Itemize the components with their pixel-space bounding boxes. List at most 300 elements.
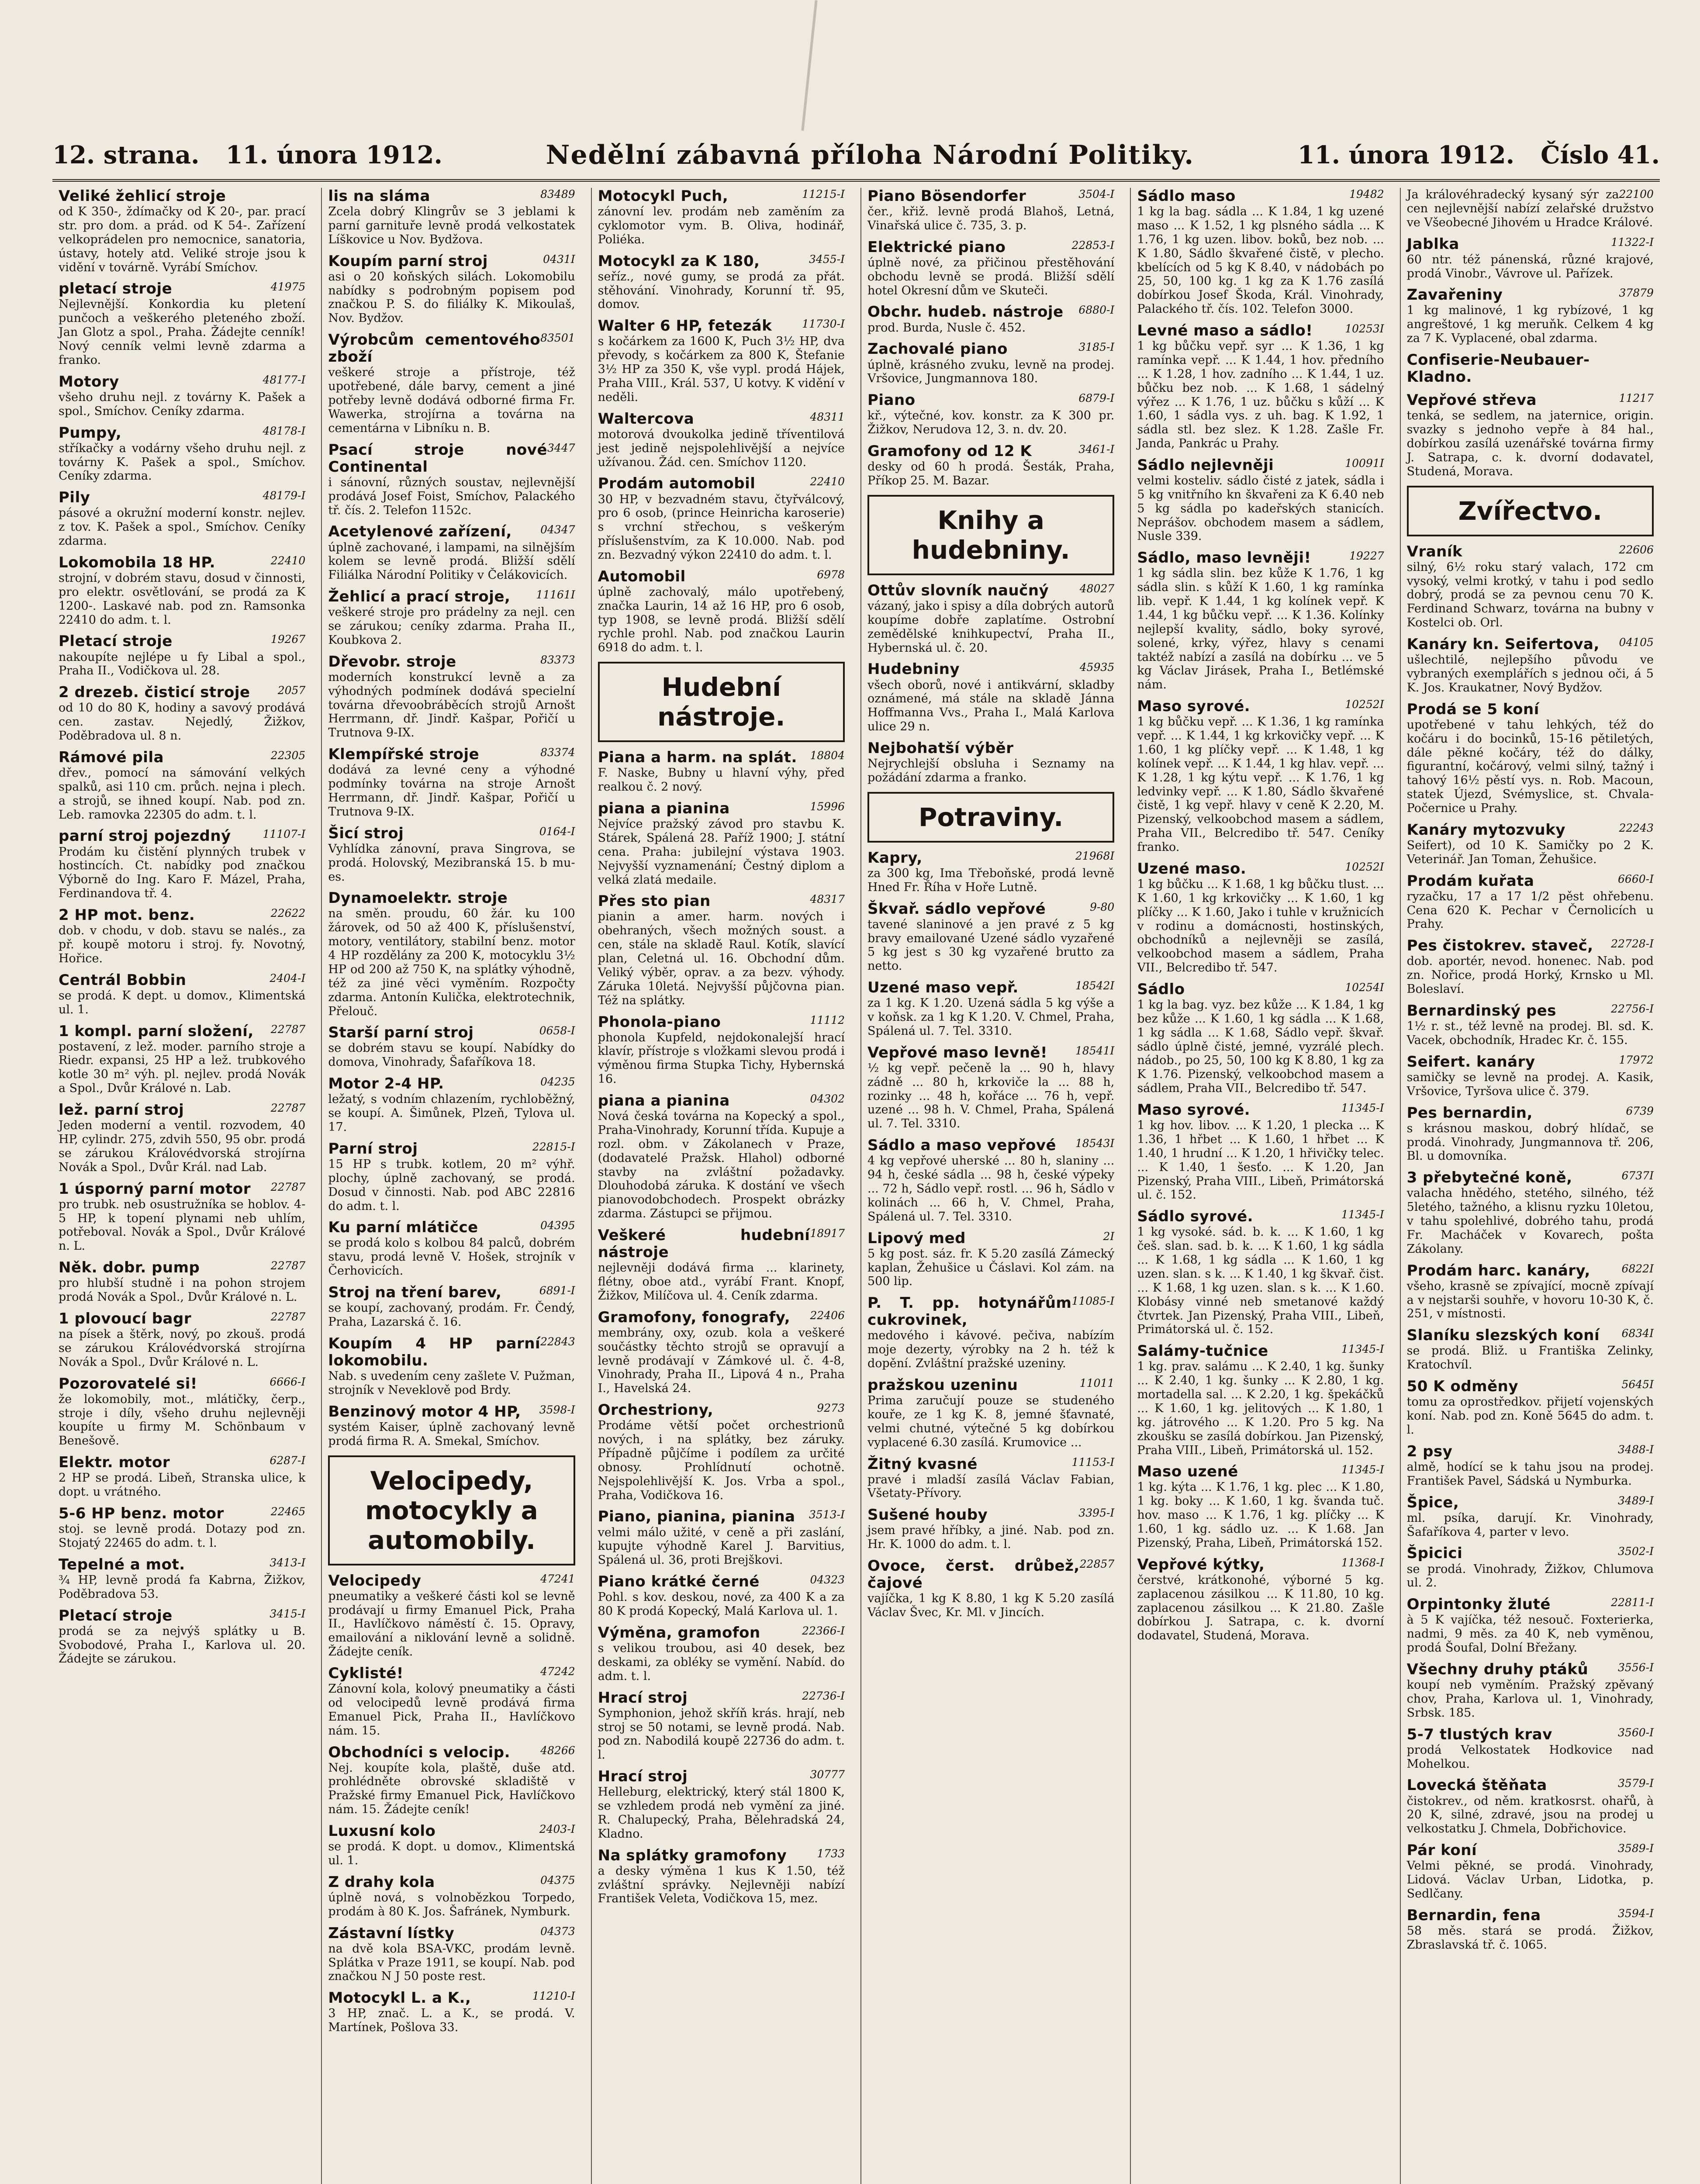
ad-body: Nová česká továrna na Kopecký a spol., Praha-Vinohrady, Korunní třída. Kupuje a rozl. obm. v Zákolanech v Praze, (dodavatelé Pražsk. Hlahol) odborné stavby na zvláštní požadavky. Dlouhodobá záruka. K dostání ve všech pianovodobchodech. Prospekt obrázky zdarma. Zástupci se přijmou. (598, 1109, 845, 1221)
classified-ad (59, 907, 305, 966)
ad-headline (59, 1505, 305, 1522)
ad-code: 17972 (1619, 1053, 1654, 1066)
ad-headline (328, 188, 575, 205)
classified-ad (1407, 1661, 1654, 1720)
ad-body: pneumatiky a veškeré části kol se levně prodávají u firmy Emanuel Pick, Praha II., Havlíčkovo náměstí č. 15. Opravy, emailování a niklování levně a solidně. Žádejte ceník. (328, 1589, 575, 1659)
classified-ad (328, 1284, 575, 1329)
ad-body: za 300 kg, Ima Třeboňské, prodá levně Hned Fr. Říha v Hoře Lutně. (867, 866, 1115, 894)
ad-body: s velikou troubou, asi 40 desek, bez deskami, za obléky se vymění. Nabíd. do adm. t. l. (598, 1641, 845, 1683)
ad-headline-text: Zachovalé piano (867, 340, 1008, 358)
ad-body: za 1 kg. K 1.20. Uzená sádla 5 kg výše a v koňsk. za 1 kg K 1.20. V. Chmel, Praha, Spálená ul. 7. Tel. 3310. (867, 996, 1115, 1038)
ad-headline-text: Sádlo syrové. (1137, 1208, 1254, 1226)
ad-body: 1 kg vysoké. sád. b. k. ... K 1.60, 1 kg češ. slan. sad. b. k. ... K 1.60, 1 kg sádla ... K 1.68, 1 kg sádla ... K 1.60, 1 kg uzen. slan. s k. ... K 1.40, 1 kg škvař. čist. ... K 1.68, 1 kg uzen. slan. s k. ... K 1.60. Klobásy vinné neb smetanové každý čtvrtek. Jan Pizenský, Praha VIII., Libeň, Primátorská ul. č. 152. (1137, 1225, 1384, 1337)
ad-headline-text: Piano, pianina, pianina (598, 1508, 795, 1526)
classified-ad (328, 588, 575, 647)
ad-body: 5 kg post. sáz. fr. K 5.20 zasílá Zámecký kaplan, Žehušice u Čáslavi. Kol zám. na 500 lip. (867, 1247, 1115, 1289)
ad-headline-text: Nejbohatší výběr (867, 739, 1014, 757)
ad-body: a desky výměna 1 kus K 1.50, též zvláštní správky. Nejlevněji nabízí František Veleta, Vodičkova 15, mez. (598, 1864, 845, 1906)
ad-body: Nejrychlejší obsluha i Seznamy na požádání zdarma a franko. (867, 757, 1115, 784)
classified-ad (59, 280, 305, 367)
classified-ad (1137, 860, 1384, 975)
ad-body: dob. aportér, nevod. honenec. Nab. pod zn. Nořice, prodá Horký, Krnsko u Ml. Boleslaví. (1406, 954, 1654, 996)
classified-ad (1407, 1777, 1654, 1836)
classified-ad (328, 890, 575, 1018)
ad-code: 2057 (277, 684, 306, 697)
column-4 (860, 188, 1120, 2184)
classified-ad (867, 1456, 1114, 1501)
ad-body: na dvě kola BSA-VKC, prodám levně. Splátka v Praze 1911, se koupí. Nab. pod značkou N J 50 poste rest. (328, 1942, 575, 1984)
ad-headline-text: Sádlo (1137, 980, 1185, 998)
ad-code: 19227 (1349, 549, 1384, 563)
ad-code: 22787 (270, 1102, 306, 1115)
ad-headline-text: Orchestriony, (598, 1401, 714, 1419)
ad-headline-text: 1 úsporný parní motor (59, 1180, 251, 1198)
ad-headline (867, 304, 1114, 321)
ad-code: 19482 (1349, 188, 1384, 200)
ad-headline-text: Dřevobr. stroje (328, 653, 456, 670)
classified-ad (598, 1690, 845, 1762)
ad-headline-text: Starší parní stroj (328, 1024, 474, 1042)
ad-body: 1 kg. kýta ... K 1.76, 1 kg. plec ... K 1.80, 1 kg. boky ... K 1.60, 1 kg. švanda tuč. hov. maso ... K 1.76, 1 kg. plíčky ... K 1.60, 1 kg. sádlo uz. ... K 1.68. Jan Pizenský, Praha, Libeň, Primátorská 152. (1137, 1480, 1384, 1550)
ad-code: 22857 (1079, 1558, 1115, 1571)
ad-body: seříz., nové gumy, se prodá za přát. stěhování. Vinohrady, Korunní tř. 95, domov. (598, 270, 845, 311)
classified-ad (1137, 322, 1384, 451)
ad-body: pásové a okružní moderní konstr. nejlev. z tov. K. Pašek a spol., Smíchov. Ceníky zdarma. (59, 506, 306, 548)
classified-ad (1407, 287, 1654, 346)
ad-headline (867, 1377, 1114, 1394)
classified-ad (328, 442, 575, 518)
ad-headline-text: Zástavní lístky (328, 1924, 455, 1942)
ad-body: 30 HP, v bezvadném stavu, čtyřválcový, pro 6 osob, (prince Heinricha karoserie) s vrchní střechou, s veškerým příslušenstvím, za K 10.000. Nab. pod zn. Bezvadný výkon 22410 do adm. t. l. (598, 492, 845, 562)
ad-code: 5645I (1621, 1378, 1654, 1391)
ad-headline (867, 740, 1114, 757)
ad-headline-text: piana a pianina (598, 800, 730, 817)
ad-code: 48311 (810, 410, 845, 423)
ad-code: 2I (1103, 1230, 1115, 1243)
classified-ad (59, 633, 305, 678)
ad-body: almě, hodící se k tahu jsou na prodej. František Pavel, Sádská u Nymburka. (1406, 1460, 1654, 1488)
ad-headline-text: Sádlo nejlevněji (1137, 456, 1274, 474)
classified-ad (328, 1744, 575, 1817)
ad-headline-text: Tepelné a mot. (59, 1555, 185, 1573)
ad-headline-text: lis na sláma (328, 188, 430, 205)
ad-body: se prodá. K dopt. u domov., Klimentská ul. 1. (328, 1840, 575, 1867)
ad-headline (328, 1024, 575, 1041)
classified-ad (328, 653, 575, 740)
classified-ad (598, 893, 845, 1007)
ad-body: 1 kg bůčku ... K 1.68, 1 kg bůčku tlust. ... K 1.60, 1 kg krkovičky ... K 1.60, 1 kg plíčky ... K 1.60, Jako i tuhle v kružnicích v rodinu a domácnosti, hostinských, obchodníků a nejlevněji se zasílá, velkoobchod masem a sádlem, Praha VII., Belcredibo tř. 547. (1137, 877, 1384, 975)
ad-code: 6737I (1621, 1169, 1654, 1182)
classified-ad (598, 1768, 845, 1841)
ad-code: 11368-I (1341, 1556, 1384, 1569)
ad-headline (1407, 822, 1654, 839)
ad-headline-text: Žehlicí a prací stroje, (328, 588, 511, 606)
classified-ad (328, 1024, 575, 1069)
ad-body: se prodá kolo s kolbou 84 palců, dobrém stavu, prodá levně V. Hošek, strojník v Čerhovicích. (328, 1236, 575, 1278)
ad-headline-text: Luxusní kolo (328, 1822, 436, 1840)
classified-ad (59, 489, 305, 548)
ad-code: 11153-I (1071, 1455, 1115, 1469)
ad-headline (867, 341, 1114, 358)
ad-code: 83373 (540, 653, 575, 666)
classified-ad (1137, 1102, 1384, 1202)
ad-headline-text: Acetylenové zařízení, (328, 523, 512, 541)
ad-headline-text: Dynamoelektr. stroje (328, 889, 508, 907)
ad-headline-text: Benzinový motor 4 HP, (328, 1403, 521, 1420)
ad-body: Zánovní kola, kolový pneumatiky a části od velocipedů levně prodává firma Emanuel Pick, Praha II., Havlíčkovo nám. 15. (328, 1682, 575, 1738)
ad-body: 1 kg bůčku vepř. syr ... K 1.36, 1 kg ramínka vepř. ... K 1.44, 1 hov. předního ... K 1.28, 1 hov. zadního ... K 1.44, 1 uz. bůčku bez nob. ... K 1.68, 1 sádelný výřez ... K 1.76, 1 uz. bůčku s kůží ... K 1.60, 1 sádla vys. z uh. bag. K 1.92, 1 sádla stl. bez slez. K 1.28. Zašle Fr. Janda, Pankrác u Prahy. (1137, 339, 1384, 451)
ad-headline (1407, 1842, 1654, 1859)
ad-body: ¾ HP, levně prodá fa Kabrna, Žižkov, Poděbradova 53. (59, 1573, 306, 1601)
ad-code: 22787 (270, 1259, 306, 1272)
ad-headline-text: Motory (59, 373, 119, 390)
classified-ad (867, 582, 1114, 655)
ad-code: 11345-I (1341, 1102, 1384, 1115)
classified-ad (59, 972, 305, 1017)
classified-ad (1407, 1545, 1654, 1590)
ad-code: 3413-I (270, 1556, 306, 1569)
ad-headline-text: pražskou uzeninu (867, 1376, 1018, 1394)
ad-headline (59, 1259, 305, 1276)
ad-code: 47241 (540, 1572, 575, 1585)
classified-ad (328, 1665, 575, 1738)
ad-headline-text: Šicí stroj (328, 824, 404, 842)
ad-body: ½ kg vepř. pečeně la ... 90 h, hlavy zádně ... 80 h, krkoviče la ... 88 h, rozinky ... 48 h, kořáce ... 76 h, vepř. uzené ... 98 h. V. Chmel, Praha, Spálená ul. 7. Tel. 3310. (867, 1061, 1115, 1131)
classified-ad (867, 239, 1114, 298)
section-heading: Hudební nástroje. (598, 662, 845, 742)
ad-body: tavené slaninové a jen pravé z 5 kg bravy emailované Uzené sádlo vyzařené 5 kg jest s 30 kg vyzařené brutto za netto. (867, 917, 1115, 973)
classified-ad (59, 1505, 305, 1550)
ad-headline-text: Zavařeniny (1406, 286, 1503, 304)
ad-headline-text: Bernardinský pes (1406, 1002, 1556, 1019)
classified-ad (1407, 543, 1654, 630)
ad-headline (328, 1335, 575, 1369)
ad-body: desky od 60 h prodá. Šesták, Praha, Příkop 25. M. Bazar. (867, 460, 1115, 488)
ad-body: valacha hnědého, stetého, silného, též 5letého, tažného, a klisnu ryzku 10letou, v tahu spolehlivé, dobrého tahu, prodá Fr. Macháček v Kovarech, pošta Zákolany. (1406, 1186, 1654, 1256)
ad-code: 04302 (810, 1092, 845, 1106)
ad-code: 3502-I (1618, 1545, 1654, 1558)
ad-headline-text: Kanáry kn. Seifertova, (1406, 636, 1600, 653)
ad-headline (867, 901, 1114, 918)
ad-body: motorová dvoukolka jedině tříventilová jest jedině nejspolehlivější a nejvíce užívanou. Žád. cen. Smíchov 1120. (598, 427, 845, 469)
ad-code: 18917 (810, 1227, 845, 1240)
ad-code: 10252I (1345, 860, 1384, 873)
classified-ad (867, 850, 1114, 895)
ad-headline-text: Elektr. motor (59, 1454, 170, 1472)
classified-ad (1407, 392, 1654, 478)
ad-headline-text: Žitný kvasné (867, 1455, 978, 1473)
header-left (52, 141, 442, 169)
classified-ad (1407, 1105, 1654, 1164)
ad-body: nakoupíte nejlépe u fy Libal a spol., Praha II., Vodičkova ul. 28. (59, 650, 306, 678)
ad-headline-text: 1 kompl. parní složení, (59, 1022, 254, 1040)
ad-headline (867, 1230, 1114, 1247)
ad-code: 18804 (810, 749, 845, 762)
issue-number: Číslo 41. (1541, 141, 1660, 169)
page-number: 12. strana. (52, 141, 200, 169)
ad-headline (598, 1227, 845, 1261)
ad-code: 83489 (540, 188, 575, 200)
classified-ad (328, 332, 575, 435)
classified-ad (59, 1310, 305, 1369)
ad-body: 1 kg la bag. sádla ... K 1.84, 1 kg uzené maso ... K 1.52, 1 kg plsného sádla ... K 1.76, 1 kg uzen. libov. boků, bez nob. ... K 1.80, Sádlo škvařené čistě, v plecho. kbelících od 5 kg K 8.40, v nádobách po 25, 50, 100 kg. 1 kg za K 1.76 zasílá dobírkou Josef Škoda, Král. Vinohrady, Palackého tř. čís. 102. Telefon 3000. (1137, 205, 1384, 316)
ad-headline-text: Lokomobila 18 HP. (59, 553, 215, 571)
ad-headline-text: Sádlo, maso levněji! (1137, 549, 1311, 567)
classified-ad (328, 1335, 575, 1397)
ad-headline-text: Psací stroje nové Continental (328, 441, 548, 476)
ad-headline (598, 411, 845, 428)
classified-ad (1137, 698, 1384, 854)
ad-headline-text: Kanáry mytozvuky (1406, 821, 1565, 839)
classified-ad (1137, 1556, 1384, 1643)
ad-headline-text: Klempířské stroje (328, 746, 480, 764)
ad-code: 10253I (1345, 322, 1384, 335)
ad-headline-text: lež. parní stroj (59, 1101, 184, 1119)
ad-code: 6822I (1621, 1262, 1654, 1275)
ad-headline (1137, 549, 1384, 567)
ad-headline (328, 825, 575, 842)
ad-code: 3589-I (1618, 1842, 1654, 1855)
ad-code: 18541I (1075, 1044, 1115, 1057)
ad-headline-text: Něk. dobr. pump (59, 1259, 200, 1277)
ad-code: 11345-I (1341, 1208, 1384, 1221)
ad-code: 10254I (1345, 981, 1384, 994)
classified-ad (867, 443, 1114, 488)
ad-code: 3415-I (270, 1607, 306, 1620)
ad-headline-text: Špice, (1406, 1493, 1459, 1511)
ad-headline (59, 1454, 305, 1471)
ad-code: 04395 (540, 1219, 575, 1232)
ad-code: 22622 (270, 907, 306, 920)
ad-code: 04323 (810, 1573, 845, 1586)
ad-headline-text: Walter 6 HP, fetezák (598, 317, 772, 335)
classified-ad (598, 568, 845, 655)
ad-code: 3594-I (1618, 1907, 1654, 1920)
ad-body: Vyhlídka zánovní, prava Singrova, se prodá. Holovský, Mezibranská 15. b mu-es. (328, 842, 575, 884)
ad-code: 11217 (1619, 392, 1654, 405)
ad-headline (328, 1219, 575, 1236)
ad-body: 4 kg vepřové uherské ... 80 h, slaniny ... 94 h, české sádla ... 98 h, české výpeky ... 72 h, Sádlo vepř. rostl. ... 96 h, Sádlo v kolinách ... 66 h, V. Chmel, Praha, Spálená ul. 7. Tel. 3310. (867, 1154, 1115, 1223)
ad-headline-text: Motocykl Puch, (598, 188, 729, 205)
classified-ad (1407, 1596, 1654, 1655)
ad-headline (59, 1556, 305, 1573)
ad-body: samičky se levně na prodej. A. Kasik, Vršovice, Tyršova ulice č. 379. (1406, 1070, 1654, 1098)
ad-headline-text: Maso uzené (1137, 1463, 1238, 1481)
header-right (1298, 141, 1660, 169)
ad-headline (328, 890, 575, 907)
ad-code: 41975 (270, 280, 306, 294)
ad-headline-text: Piano (867, 391, 916, 409)
column-1 (52, 188, 311, 2184)
ad-headline (328, 332, 575, 366)
ad-headline-text: Hrací stroj (598, 1689, 688, 1707)
ad-headline-text: Phonola-piano (598, 1013, 721, 1031)
ad-code: 22406 (810, 1309, 845, 1322)
ad-headline (59, 749, 305, 766)
ad-code: 48179-I (263, 489, 306, 502)
publication-title: Nedělní zábavná příloha Národní Politiky. (546, 140, 1195, 170)
ad-code: 45935 (1079, 661, 1115, 674)
ad-code: 6891-I (539, 1284, 575, 1297)
ad-code: 04347 (540, 523, 575, 536)
ad-headline-text: Elektrické piano (867, 238, 1006, 256)
ad-headline-text: Škvař. sádlo vepřové (867, 900, 1046, 918)
classified-ad (59, 1454, 305, 1499)
ad-headline-text: Rámové pila (59, 748, 164, 766)
classified-ad (598, 253, 845, 312)
ad-code: 48177-I (263, 373, 306, 386)
ad-headline (1407, 1443, 1654, 1460)
ad-code: 15996 (810, 800, 845, 813)
ad-headline (328, 523, 575, 540)
ad-code: 22243 (1619, 821, 1654, 834)
ad-headline (59, 1181, 305, 1198)
ad-headline-text: Pily (59, 489, 90, 507)
ad-code: 9273 (817, 1402, 845, 1415)
ad-code: 48178-I (263, 424, 306, 437)
ad-headline-text: Koupím parní stroj (328, 252, 488, 270)
ad-body: Seifert), od 10 K. Samičky po 2 K. Veterinář. Jan Toman, Žehušice. (1406, 838, 1654, 866)
ad-headline (328, 1572, 575, 1590)
ad-body: pro hlubší studně i na pohon strojem prodá Novák a Spol., Dvůr Králové n. L. (59, 1276, 306, 1304)
ad-code: 04375 (540, 1873, 575, 1887)
ad-headline-text: Motor 2-4 HP. (328, 1075, 444, 1093)
ad-headline (598, 1573, 845, 1590)
ad-body: Nejlevnější. Konkordia ku pletení punčoch a veškerého pleteného zboží. Jan Glotz a spol., Praha. Žádejte cenník! Nový cenník velmi levně zdarma a franko. (59, 297, 306, 367)
ad-headline-text: Motocykl L. a K., (328, 1989, 471, 2007)
classified-ad (59, 684, 305, 743)
ad-body: se prodá. K dept. u domov., Klimentská ul. 1. (59, 988, 306, 1016)
ad-headline (1407, 1661, 1654, 1678)
column-2 (321, 188, 581, 2184)
ad-headline-text: Ottův slovník naučný (867, 581, 1049, 599)
ad-body: 1 kg bůčku vepř. ... K 1.36, 1 kg ramínka vepř. ... K 1.44, 1 kg krkovičky vepř. ... K 1.60, 1 kg plíčky vepř. ... K 1.48, 1 kg kolínek vepř. ... K 1.44, 1 kg hlav. vepř. ... K 1.28, 1 kg kýtu vepř. ... K 1.76, 1 kg ledvinky vepř. ... K 1.80, Sádlo škvařené čistě, 1 kg vepř. hlavy v ceně K 2.20, M. Pizenský, velkoobchod masem a sádlem, Praha VII., Belcredibo tř. 547. Ceníky franko. (1137, 715, 1384, 854)
classified-ad (598, 1402, 845, 1502)
ad-headline (1407, 873, 1654, 890)
ad-code: 11107-I (263, 828, 306, 841)
ad-headline (59, 633, 305, 650)
ad-headline-text: Prodám kuřata (1406, 872, 1534, 890)
classified-ad (1137, 1463, 1384, 1550)
ad-headline (328, 746, 575, 763)
classified-ad (59, 188, 305, 274)
classified-ad (59, 749, 305, 822)
ad-headline (867, 392, 1114, 409)
ad-headline-text: Sušené houby (867, 1506, 988, 1524)
ad-headline-text: Bernardin, fena (1406, 1906, 1541, 1924)
ad-body: F. Naske, Bubny u hlavní výhy, před realkou č. 2 nový. (598, 766, 845, 794)
ad-headline (1407, 1262, 1654, 1279)
classified-ad (598, 188, 845, 247)
ad-code: 48317 (810, 893, 845, 906)
classified-ad (328, 1140, 575, 1213)
ad-headline (59, 280, 305, 297)
ad-headline-text: Všechny druhy ptáků (1406, 1660, 1589, 1678)
ad-headline-text: Přes sto pian (598, 892, 711, 910)
ad-headline-text: Slaníku slezských koní (1406, 1327, 1600, 1344)
ad-code: 22811-I (1611, 1596, 1654, 1609)
ad-headline-text: Waltercova (598, 410, 695, 428)
ad-headline (1407, 392, 1654, 409)
ad-code: 6660-I (1618, 872, 1654, 885)
classified-ad (1407, 1494, 1654, 1539)
ad-code: 22728-I (1611, 937, 1654, 950)
ad-body: dob. v chodu, v dob. stavu se nalés., za př. koupě motoru i stroj. fy. Novotný, Hořice. (59, 924, 306, 965)
column-3 (591, 188, 851, 2184)
ad-code: 3461-I (1078, 443, 1115, 456)
ad-code: 3579-I (1618, 1777, 1654, 1790)
classified-ad (867, 1230, 1114, 1289)
ad-headline (1407, 287, 1654, 304)
classified-ad (1137, 457, 1384, 543)
classified-ad (1407, 1169, 1654, 1256)
ad-code: 1733 (817, 1847, 845, 1860)
ad-headline (867, 582, 1114, 599)
ad-body: ryzačku, 17 a 17 1/2 pěst ohřebenu. Cena 620 K. Pechar v Černolicích u Prahy. (1406, 889, 1654, 931)
classified-ad (598, 411, 845, 470)
ad-headline-text: Na splátky gramofony (598, 1846, 787, 1864)
ad-headline-text: Pes čistokrev. staveč, (1406, 937, 1593, 955)
ad-body: Pohl. s kov. deskou, nové, za 400 K a za 80 K prodá Kopecký, Malá Karlova ul. 1. (598, 1590, 845, 1618)
classified-ad (1407, 236, 1654, 281)
ad-headline (59, 1023, 305, 1040)
ad-body: pravé i mladší zasílá Václav Fabian, Všetaty-Přívory. (867, 1472, 1115, 1500)
ad-body: úplně nová, s volnobězkou Torpedo, prodám à 80 K. Jos. Šafránek, Nymburk. (328, 1890, 575, 1918)
ad-headline-text: Salámy-tučnice (1137, 1342, 1268, 1360)
ad-code: 2403-I (539, 1823, 575, 1836)
ad-body: s kočárkem za 1600 K, Puch 3½ HP, dva převody, s kočárkem za 800 K, Štefanie 3½ HP za 350 K, vše vypl. prodá Hájek, Praha VIII., Král. 537, U kotvy. K vidění v neděli. (598, 335, 845, 404)
classified-ad (598, 1309, 845, 1396)
ad-headline-text: 50 K odměny (1406, 1378, 1519, 1396)
ad-headline (328, 253, 575, 270)
classified-ad (59, 828, 305, 901)
ad-headline-text: Jablka (1406, 235, 1459, 253)
ad-code: 10091I (1345, 456, 1384, 470)
ad-code: 3455-I (809, 252, 845, 266)
ad-code: 04105 (1619, 636, 1654, 649)
classified-ad (598, 475, 845, 562)
ad-headline (598, 1309, 845, 1326)
classified-ad (328, 746, 575, 819)
classified-ad (598, 1508, 845, 1567)
ad-headline (867, 661, 1114, 678)
ad-headline (328, 1744, 575, 1761)
classified-ad (1407, 1726, 1654, 1771)
ad-body: úplně, krásného zvuku, levně na prodej. Vršovice, Jungmannova 180. (867, 358, 1115, 386)
ad-headline-text: 2 drezeb. čisticí stroje (59, 684, 250, 702)
ad-headline (59, 684, 305, 701)
ad-headline (328, 1823, 575, 1840)
ad-code: 0431I (543, 252, 575, 266)
ad-code: 11011 (1079, 1376, 1115, 1389)
ad-headline (867, 1558, 1114, 1592)
ad-body: 15 HP s trubk. kotlem, 20 m² výhř. plochy, úplně zachovaný, se prodá. Dosud v činnosti. Nab. pod ABC 22816 do adm. t. l. (328, 1157, 575, 1213)
ad-body: nejlevněji dodává firma ... klarinety, flétny, oboe atd., vyrábí Frant. Knopf, Žižkov, Milíčova ul. 4. Ceník zdarma. (598, 1261, 845, 1303)
ad-headline (1137, 188, 1384, 205)
ad-headline-text: Kapry, (867, 849, 923, 867)
ad-headline (328, 442, 575, 476)
ad-body: ušlechtilé, nejlepšího původu ve vybraných exemplářích s jednou oči, á 5 K. Jos. Kraukatner, Nový Bydžov. (1406, 653, 1654, 695)
ad-body: medového i kávové. pečiva, nabízím moje dezerty, výrobky na 2 h. též k dopění. Zvláštní pražské uzeniny. (867, 1329, 1115, 1371)
ad-headline-text: Centrál Bobbin (59, 971, 187, 989)
header-date-right: 11. února 1912. (1297, 141, 1515, 169)
ad-code: 6834I (1621, 1327, 1654, 1340)
ad-code: 3488-I (1618, 1443, 1654, 1456)
ad-headline-text: Seifert. kanáry (1406, 1053, 1535, 1071)
classified-ad (598, 1847, 845, 1906)
ad-body: pianin a amer. harm. nových i obehraných, všech možných soust. a cen, stále na skladě Raul. Kotík, slavící plan, Celetná ul. 16. Obchodní dům. Veliký výběr, oprav. a za bezv. výhody. Záruka 10letá. Nejvyšší půjčovna pian. Též na splátky. (598, 910, 845, 1007)
ad-body: úplně zachovalý, málo upotřebený, značka Laurin, 14 až 16 HP, pro 6 osob, typ 1908, se levně prodá. Bližší sdělí rychle prohl. Nab. pod značkou Laurin 6918 do adm. t. l. (598, 585, 845, 655)
